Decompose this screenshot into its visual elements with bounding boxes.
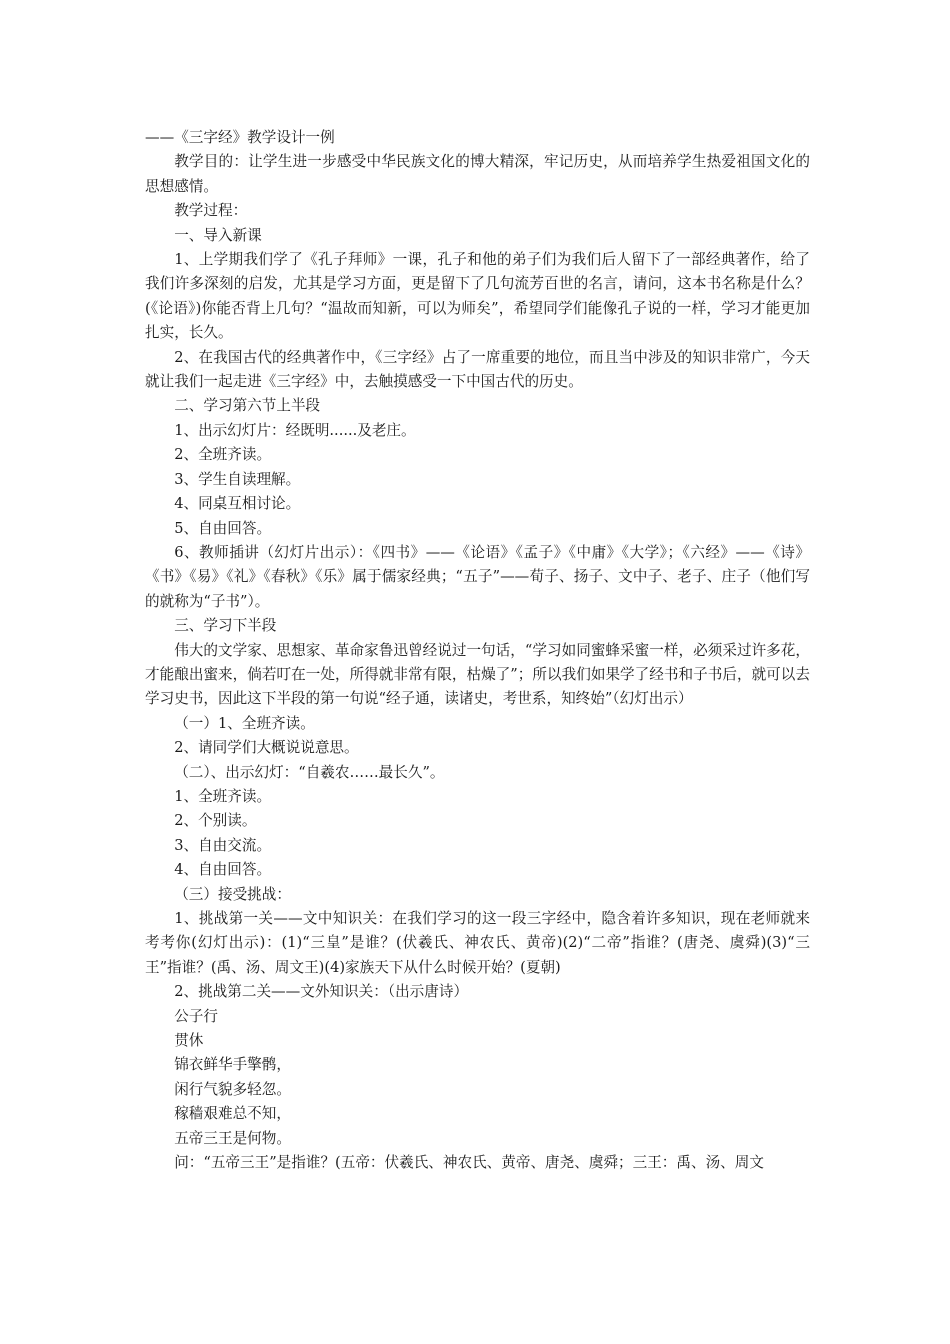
poem-author: 贯休: [174, 1032, 204, 1050]
list-item: （一）1、全班齐读。: [174, 714, 315, 732]
paragraph-intro-2: 2、在我国古代的经典著作中，《三字经》占了一席重要的地位，而且当中涉及的知识非常广，今天就让我们一起走进《三字经》中，去触摸感受一下中国古代的历史。: [145, 348, 810, 391]
list-item: 2、请同学们大概说说意思。: [174, 739, 359, 757]
paragraph-challenge-1: 1、挑战第一关——文中知识关：在我们学习的这一段三字经中，隐含着许多知识，现在老师就来考考你(幻灯出示)：(1)“三皇”是谁？(伏羲氏、神农氏、黄帝)(2)“二帝”指谁？(唐尧、虞舜)(3)“三王”指谁？(禹、汤、周文王)(4)家族天下从什么时候开始？(夏朝): [145, 910, 810, 976]
list-item: （二）、出示幻灯：“自羲农……最长久”。: [174, 763, 445, 781]
list-item: 4、同桌互相讨论。: [174, 495, 301, 513]
paragraph-teacher-explain: 6、教师插讲（幻灯片出示）：《四书》——《论语》《孟子》《中庸》《大学》；《六经》——《诗》《书》《易》《礼》《春秋》《乐》属于儒家经典；“五子”——荀子、扬子、文中子、老子、庄子（他们写的就称为“子书”）。: [145, 543, 810, 610]
paragraph-teaching-goal: 教学目的：让学生进一步感受中华民族文化的博大精深，牢记历史，从而培养学生热爱祖国文化的思想感情。: [145, 153, 810, 195]
poem-line: 五帝三王是何物。: [174, 1129, 291, 1147]
list-item: 3、学生自读理解。: [174, 470, 301, 488]
section-heading-part-one: 二、学习第六节上半段: [174, 397, 321, 415]
document-body: [145, 126, 810, 1175]
paragraph-challenge-2: 2、挑战第二关——文外知识关：（出示唐诗）: [174, 983, 469, 1001]
document-title: ——《三字经》教学设计一例: [145, 129, 335, 146]
poem-title: 公子行: [174, 1007, 218, 1025]
paragraph-question: 问：“五帝三王”是指谁？(五帝：伏羲氏、神农氏、黄帝、唐尧、虞舜；三王：禹、汤、周文: [174, 1154, 764, 1172]
poem-line: 锦衣鲜华手擎鹘，: [174, 1056, 291, 1074]
poem-line: 闲行气貌多轻忽。: [174, 1080, 291, 1098]
list-item: 3、自由交流。: [174, 836, 272, 854]
list-item: 5、自由回答。: [174, 519, 272, 537]
section-heading-part-two: 三、学习下半段: [174, 617, 277, 635]
list-item: 2、个别读。: [174, 812, 257, 830]
list-item: 4、自由回答。: [174, 861, 272, 879]
list-item: 2、全班齐读。: [174, 446, 272, 464]
paragraph-lu-xun-quote: 伟大的文学家、思想家、革命家鲁迅曾经说过一句话，“学习如同蜜蜂采蜜一样，必须采过许多花，才能酿出蜜来，倘若叮在一处，所得就非常有限，枯燥了”；所以我们如果学了经书和子书后，就可以去学习史书，因此这下半段的第一句说“经子通，读诸史，考世系，知终始”（幻灯出示）: [145, 641, 810, 708]
list-item: 1、全班齐读。: [174, 787, 272, 805]
paragraph-intro-1: 1、上学期我们学了《孔子拜师》一课，孔子和他的弟子们为我们后人留下了一部经典著作，给了我们许多深刻的启发，尤其是学习方面，更是留下了几句流芳百世的名言，请问，这本书名称是什么？(《论语》)你能否背上几句？“温故而知新，可以为师矣”，希望同学们能像孔子说的一样，学习才能更加扎实，长久。: [145, 251, 810, 342]
list-item: 1、出示幻灯片：经既明......及老庄。: [174, 421, 416, 439]
section-heading-challenge: （三）接受挑战：: [174, 885, 291, 903]
section-heading-intro: 一、导入新课: [174, 226, 262, 244]
paragraph-teaching-process: 教学过程：: [174, 202, 248, 220]
poem-line: 稼穑艰难总不知，: [174, 1105, 291, 1123]
